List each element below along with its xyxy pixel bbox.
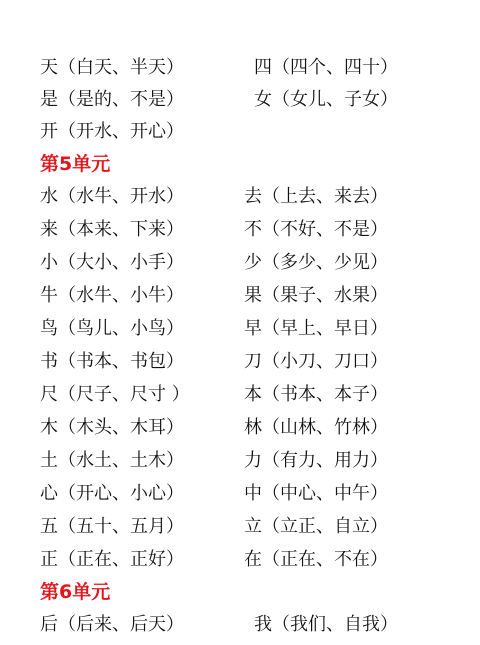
vocab-entry-right: 四（四个、四十）	[254, 57, 398, 78]
vocab-row	[0, 478, 480, 510]
vocab-row	[0, 346, 480, 378]
vocab-entry-left: 尺（尺子、尺寸 ）	[40, 384, 190, 405]
vocab-entry-right: 立（立正、自立）	[244, 516, 388, 537]
vocab-entry-right: 果（果子、水果）	[244, 285, 388, 306]
vocab-row	[0, 247, 480, 279]
vocab-entry-left: 鸟（鸟儿、小鸟）	[40, 318, 184, 339]
vocab-row	[0, 214, 480, 246]
vocab-entry-left: 木（木头、木耳）	[40, 417, 184, 438]
vocab-entry-left: 小（大小、小手）	[40, 252, 184, 273]
vocab-entry-right: 少（多少、少见）	[244, 252, 388, 273]
vocab-entry-right: 去（上去、来去）	[244, 186, 388, 207]
vocab-row	[0, 412, 480, 444]
vocab-entry-left: 土（水土、土木）	[40, 450, 184, 471]
vocab-entry-left: 天（白天、半天）	[40, 57, 184, 78]
vocab-entry-left: 正（正在、正好）	[40, 549, 184, 570]
section-heading-unit-5: 第5单元	[40, 153, 111, 175]
vocab-row	[0, 280, 480, 312]
vocab-entry-right: 早（早上、早日）	[244, 318, 388, 339]
vocab-entry-right: 不（不好、不是）	[244, 219, 388, 240]
vocab-entry-left: 是（是的、不是）	[40, 89, 184, 110]
vocab-entry-right: 林（山林、竹林）	[244, 417, 388, 438]
section-heading-unit-6: 第6单元	[40, 581, 111, 603]
vocab-entry-left: 心（开心、小心）	[40, 483, 184, 504]
vocab-entry-right: 在（正在、不在）	[244, 549, 388, 570]
vocab-row	[0, 609, 480, 641]
vocab-entry-right: 本（书本、本子）	[244, 384, 388, 405]
vocab-entry-right: 中（中心、中午）	[244, 483, 388, 504]
vocab-row	[0, 313, 480, 345]
vocab-entry-left: 水（水牛、开水）	[40, 186, 184, 207]
vocab-entry-left: 书（书本、书包）	[40, 351, 184, 372]
vocab-entry-right: 刀（小刀、刀口）	[244, 351, 388, 372]
vocab-row	[0, 84, 480, 116]
vocab-row	[0, 52, 480, 84]
vocab-entry-left: 开（开水、开心）	[40, 121, 184, 142]
vocab-entry-left: 后（后来、后天）	[40, 614, 184, 635]
vocab-row	[0, 544, 480, 576]
vocab-entry-right: 我（我们、自我）	[254, 614, 398, 635]
vocab-entry-left: 来（本来、下来）	[40, 219, 184, 240]
vocab-row	[0, 511, 480, 543]
vocab-row	[0, 445, 480, 477]
vocab-row	[0, 116, 480, 148]
vocab-entry-right: 力（有力、用力）	[244, 450, 388, 471]
vocab-entry-left: 牛（水牛、小牛）	[40, 285, 184, 306]
vocab-row	[0, 181, 480, 213]
vocab-entry-left: 五（五十、五月）	[40, 516, 184, 537]
vocab-entry-right: 女（女儿、子女）	[254, 89, 398, 110]
vocab-row	[0, 379, 480, 411]
